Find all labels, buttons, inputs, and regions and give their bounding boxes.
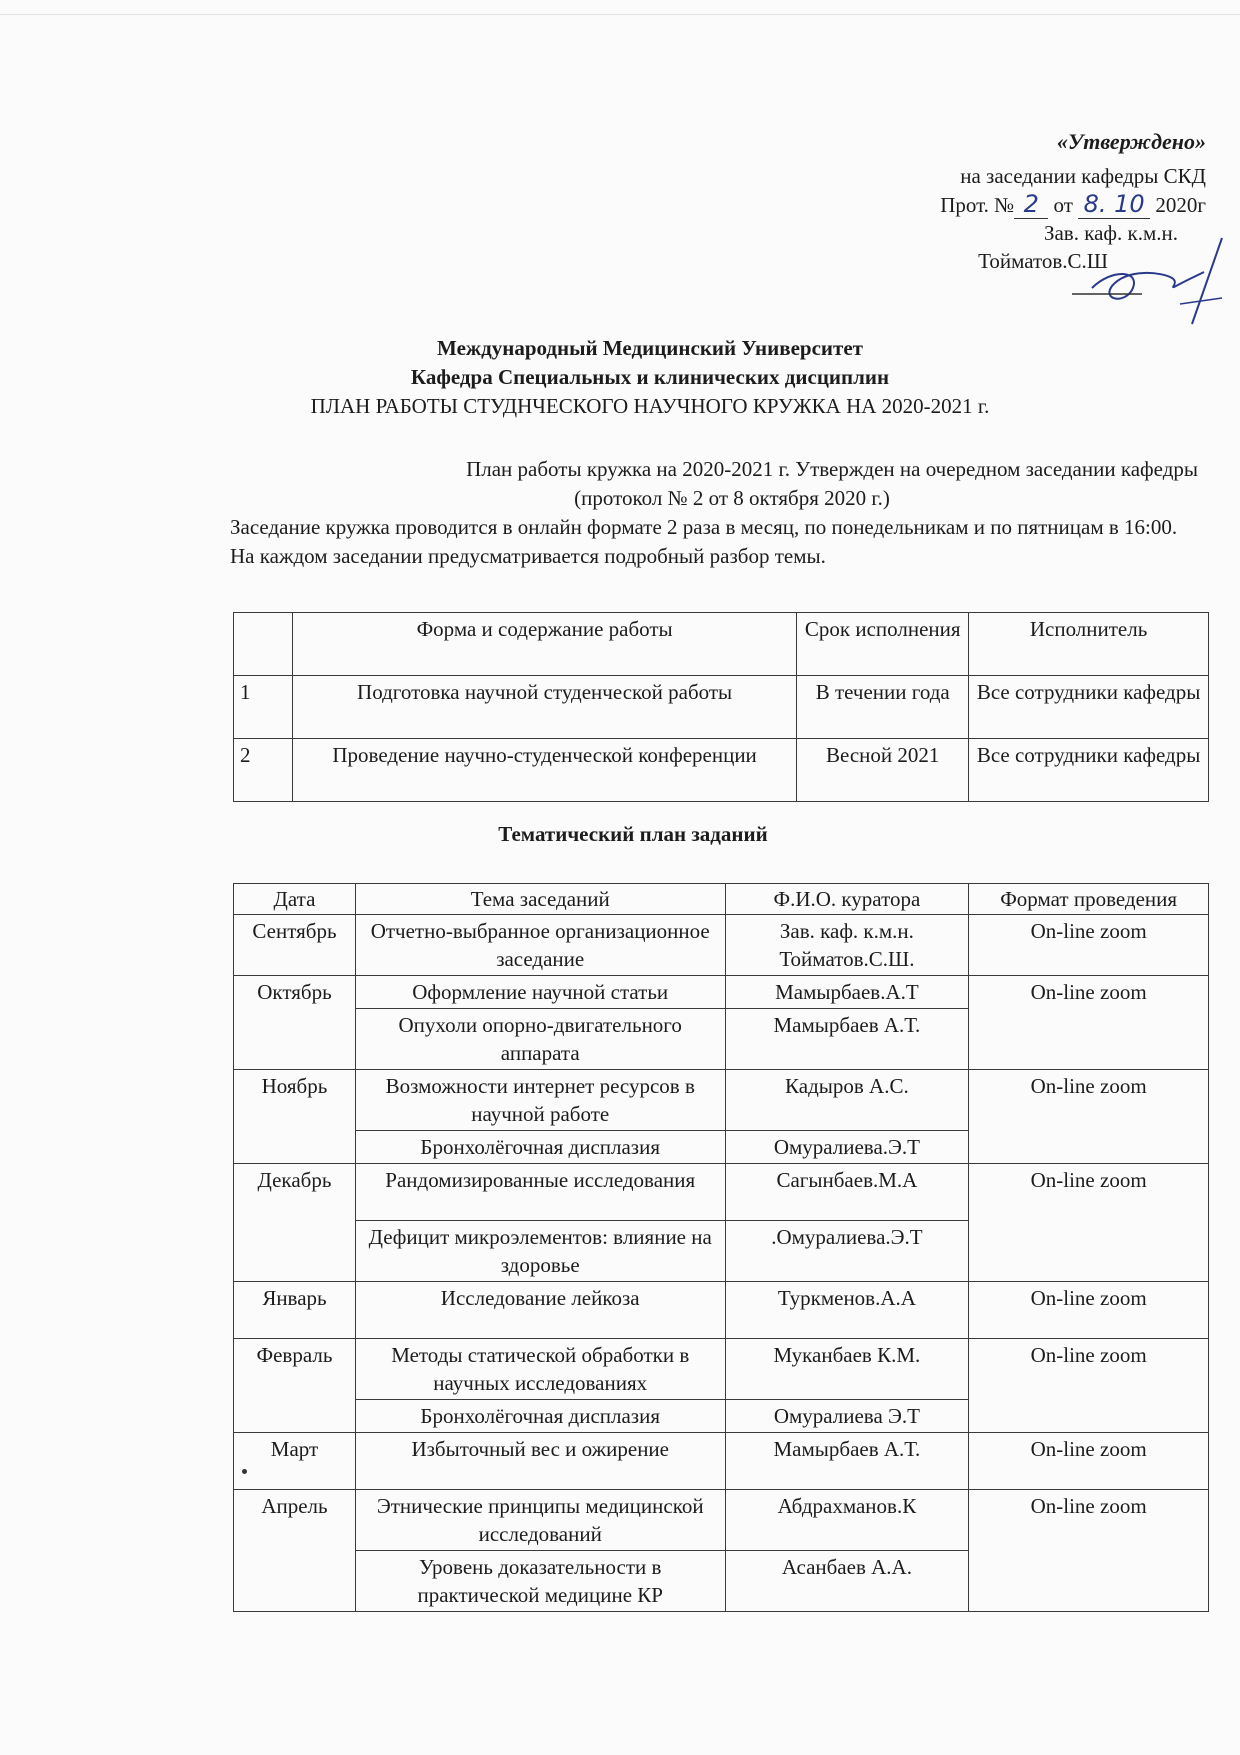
table-row (234, 739, 1209, 802)
topic-cell: Дефицит микроэлементов: влияние на здоровье (355, 1221, 725, 1282)
month-cell: Сентябрь (234, 915, 356, 976)
curator-cell: Омуралиева Э.Т (725, 1400, 969, 1433)
curator-cell: Абдрахманов.К (725, 1490, 969, 1551)
table-row (234, 1339, 1209, 1400)
intro (232, 455, 1202, 571)
table-row (234, 1433, 1209, 1490)
row-number: 1 (234, 676, 293, 739)
header-cell: Тема заседаний (355, 884, 725, 915)
work-form: Подготовка научной студенческой работы (292, 676, 796, 739)
topic-cell: Этнические принципы медицинской исследований (355, 1490, 725, 1551)
header-cell: Ф.И.О. куратора (725, 884, 969, 915)
table-row (234, 1070, 1209, 1131)
intro-line-1: План работы кружка на 2020-2021 г. Утвержден на очередном заседании кафедры (466, 457, 1198, 481)
header-cell: Форма и содержание работы (292, 613, 796, 676)
curator-cell: Муканбаев К.М. (725, 1339, 969, 1400)
intro-paragraph: Заседание кружка проводится в онлайн формате 2 раза в месяц, по понедельникам и по пятницам в 16:00. На каждом заседании предусматривается подробный разбор темы. (230, 515, 1178, 568)
curator-cell: .Омуралиева.Э.Т (725, 1221, 969, 1282)
document-header (0, 334, 1240, 421)
topic-cell: Рандомизированные исследования (355, 1164, 725, 1221)
curator-cell: Зав. каф. к.м.н. Тойматов.С.Ш. (725, 915, 969, 976)
topic-cell: Уровень доказательности в практической медицине КР (355, 1551, 725, 1612)
header-cell: Срок исполнения (797, 613, 969, 676)
topic-cell: Исследование лейкоза (355, 1282, 725, 1339)
table-row (234, 676, 1209, 739)
curator-cell: Омуралиева.Э.Т (725, 1131, 969, 1164)
thematic-table (233, 883, 1209, 1612)
handwritten-signature (1072, 228, 1232, 338)
thematic-title: Тематический план заданий (498, 822, 768, 846)
format-cell: On-line zoom (969, 976, 1209, 1070)
department-name: Кафедра Специальных и клинических дисциплин (410, 365, 890, 389)
month-cell (234, 1433, 356, 1490)
scan-edge (0, 14, 1240, 15)
work-executor: Все сотрудники кафедры (969, 676, 1209, 739)
format-cell: On-line zoom (969, 1433, 1209, 1490)
table-row (234, 1490, 1209, 1551)
work-table (233, 612, 1209, 802)
protocol-from: от (1053, 193, 1073, 217)
scan-dot (242, 1469, 247, 1474)
month-cell: Декабрь (234, 1164, 356, 1282)
head-name: Тойматов.С.Ш (978, 249, 1108, 273)
protocol-date: 8. 10 (1078, 190, 1150, 219)
protocol-number: 2 (1014, 190, 1048, 219)
work-deadline: В течении года (797, 676, 969, 739)
topic-cell: Бронхолёгочная дисплазия (355, 1400, 725, 1433)
header-cell: Формат проведения (969, 884, 1209, 915)
curator-cell: Мамырбаев А.Т. (725, 1433, 969, 1490)
format-cell: On-line zoom (969, 1490, 1209, 1612)
header-cell (234, 613, 293, 676)
curator-cell: Мамырбаев.А.Т (725, 976, 969, 1009)
approval-protocol (786, 190, 1206, 219)
table-row (234, 976, 1209, 1009)
table-row (234, 1164, 1209, 1221)
month-cell: Ноябрь (234, 1070, 356, 1164)
head-title: Зав. каф. к.м.н. (1043, 221, 1178, 245)
plan-title: ПЛАН РАБОТЫ СТУДНЧЕСКОГО НАУЧНОГО КРУЖКА НА 2020-2021 г. (310, 394, 990, 418)
intro-line-2: (протокол № 2 от 8 октября 2020 г.) (574, 486, 890, 510)
topic-cell: Отчетно-выбранное организационное заседание (355, 915, 725, 976)
topic-cell: Опухоли опорно-двигательного аппарата (355, 1009, 725, 1070)
work-executor: Все сотрудники кафедры (969, 739, 1209, 802)
curator-cell: Кадыров А.С. (725, 1070, 969, 1131)
curator-cell: Мамырбаев А.Т. (725, 1009, 969, 1070)
month-cell: Апрель (234, 1490, 356, 1612)
format-cell: On-line zoom (969, 1164, 1209, 1282)
format-cell: On-line zoom (969, 1282, 1209, 1339)
topic-cell: Избыточный вес и ожирение (355, 1433, 725, 1490)
topic-cell: Методы статической обработки в научных исследованиях (355, 1339, 725, 1400)
curator-cell: Туркменов.А.А (725, 1282, 969, 1339)
table-row (234, 1282, 1209, 1339)
format-cell: On-line zoom (969, 1070, 1209, 1164)
work-deadline: Весной 2021 (797, 739, 969, 802)
row-number: 2 (234, 739, 293, 802)
format-cell: On-line zoom (969, 1339, 1209, 1433)
month-label: Март (270, 1437, 319, 1461)
header-cell: Исполнитель (969, 613, 1209, 676)
month-cell: Январь (234, 1282, 356, 1339)
work-form: Проведение научно-студенческой конференции (292, 739, 796, 802)
thematic-table-header (234, 884, 1209, 915)
month-cell: Февраль (234, 1339, 356, 1433)
approval-meeting: на заседании кафедры СКД (960, 164, 1206, 188)
month-cell: Октябрь (234, 976, 356, 1070)
curator-cell: Сагынбаев.М.А (725, 1164, 969, 1221)
work-table-header (234, 613, 1209, 676)
topic-cell: Оформление научной статьи (355, 976, 725, 1009)
table-row (234, 915, 1209, 976)
approval-title: «Утверждено» (1056, 129, 1206, 154)
format-cell: On-line zoom (969, 915, 1209, 976)
protocol-prefix: Прот. № (940, 193, 1015, 217)
curator-cell: Асанбаев А.А. (725, 1551, 969, 1612)
topic-cell: Бронхолёгочная дисплазия (355, 1131, 725, 1164)
topic-cell: Возможности интернет ресурсов в научной работе (355, 1070, 725, 1131)
header-cell: Дата (234, 884, 356, 915)
university-name: Международный Медицинский Университет (437, 336, 863, 360)
protocol-year: 2020г (1155, 193, 1206, 217)
